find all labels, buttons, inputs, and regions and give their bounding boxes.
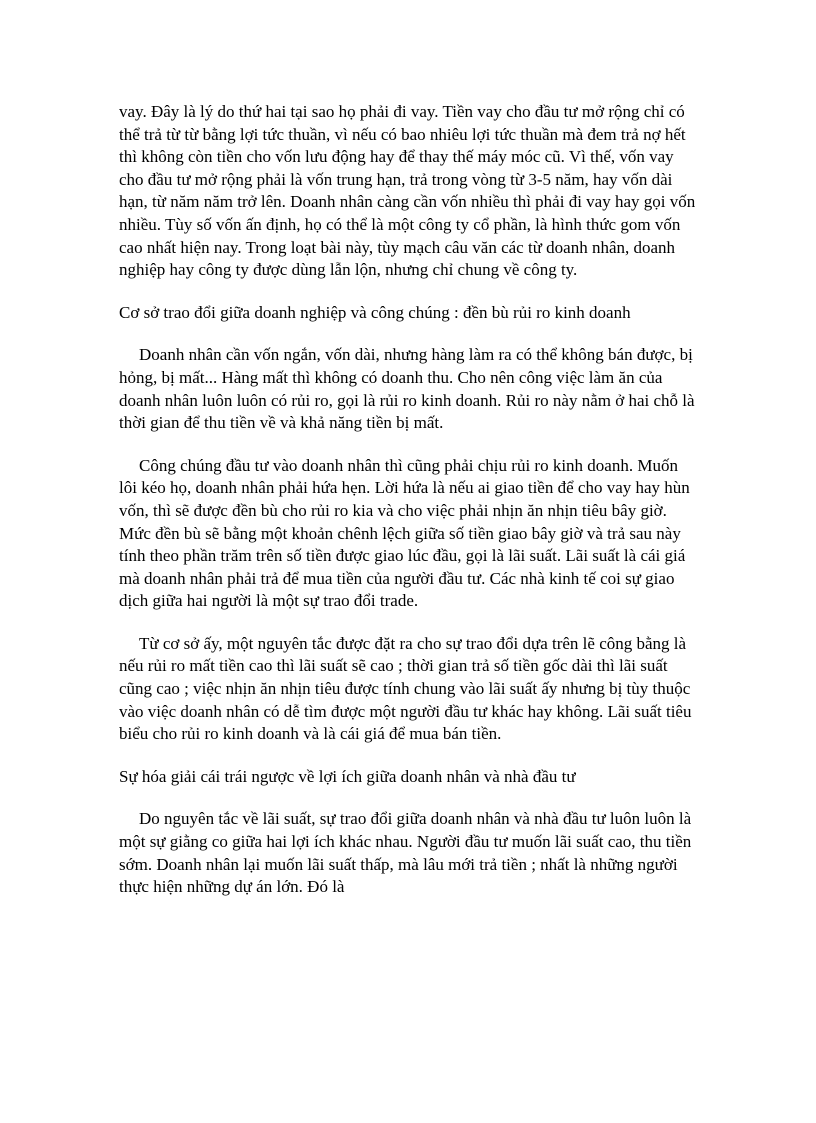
section-heading-resolving-conflict: Sự hóa giải cái trái ngược về lợi ích giữa doanh nhân và nhà đầu tư	[119, 766, 576, 786]
section-heading-risk-compensation: Cơ sở trao đổi giữa doanh nghiệp và công chúng : đền bù rủi ro kinh doanh	[119, 302, 631, 322]
paragraph-conflict-interest: Do nguyên tắc về lãi suất, sự trao đổi giữa doanh nhân và nhà đầu tư luôn luôn là một sự giằng co giữa hai lợi ích khác nhau. Người đầu tư muốn lãi suất cao, thu tiền sớm. Doanh nhân lại muốn lãi suất thấp, mà lâu mới trả tiền ; nhất là những người thực hiện những dự án lớn. Đó là	[119, 809, 692, 897]
document-page	[119, 101, 699, 899]
paragraph-investor-risk: Công chúng đầu tư vào doanh nhân thì cũng phải chịu rủi ro kinh doanh. Muốn lôi kéo họ, doanh nhân phải hứa hẹn. Lời hứa là nếu ai giao tiền để cho vay hay hùn vốn, thì sẽ được đền bù cho rủi ro kia và cho việc phải nhịn ăn nhịn tiêu bây giờ. Mức đền bù sẽ bằng một khoản chênh lệch giữa số tiền giao bây giờ và trả sau này tính theo phần trăm trên số tiền được giao lúc đầu, gọi là lãi suất. Lãi suất là cái giá mà doanh nhân phải trả để mua tiền của người đầu tư. Các nhà kinh tế coi sự giao dịch giữa hai người là một sự trao đổi trade.	[119, 455, 690, 611]
paragraph-business-risk: Doanh nhân cần vốn ngắn, vốn dài, nhưng hàng làm ra có thể không bán được, bị hỏng, bị mất... Hàng mất thì không có doanh thu. Cho nên công việc làm ăn của doanh nhân luôn luôn có rủi ro, gọi là rủi ro kinh doanh. Rủi ro này nằm ở hai chỗ là thời gian để thu tiền về và khả năng tiền bị mất.	[119, 345, 695, 433]
paragraph-intro: vay. Đây là lý do thứ hai tại sao họ phải đi vay. Tiền vay cho đầu tư mở rộng chỉ có thể trả từ từ bằng lợi tức thuần, vì nếu có bao nhiêu lợi tức thuần mà đem trả nợ hết thì không còn tiền cho vốn lưu động hay để thay thế máy móc cũ. Vì thế, vốn vay cho đầu tư mở rộng phải là vốn trung hạn, trả trong vòng từ 3-5 năm, hay vốn dài hạn, từ năm năm trở lên. Doanh nhân càng cần vốn nhiều thì phải đi vay hay gọi vốn nhiều. Tùy số vốn ấn định, họ có thể là một công ty cổ phần, là hình thức gom vốn cao nhất hiện nay. Trong loạt bài này, tùy mạch câu văn các từ doanh nhân, doanh nghiệp hay công ty được dùng lẫn lộn, nhưng chỉ chung về công ty.	[119, 102, 696, 280]
paragraph-interest-principle: Từ cơ sở ấy, một nguyên tắc được đặt ra cho sự trao đổi dựa trên lẽ công bằng là nếu rủi ro mất tiền cao thì lãi suất sẽ cao ; thời gian trả số tiền gốc dài thì lãi suất cũng cao ; việc nhịn ăn nhịn tiêu được tính chung vào lãi suất ấy nhưng bị tùy thuộc vào việc doanh nhân có dễ tìm được một người đầu tư khác hay không. Lãi suất tiêu biểu cho rủi ro kinh doanh và là cái giá để mua bán tiền.	[119, 633, 692, 744]
